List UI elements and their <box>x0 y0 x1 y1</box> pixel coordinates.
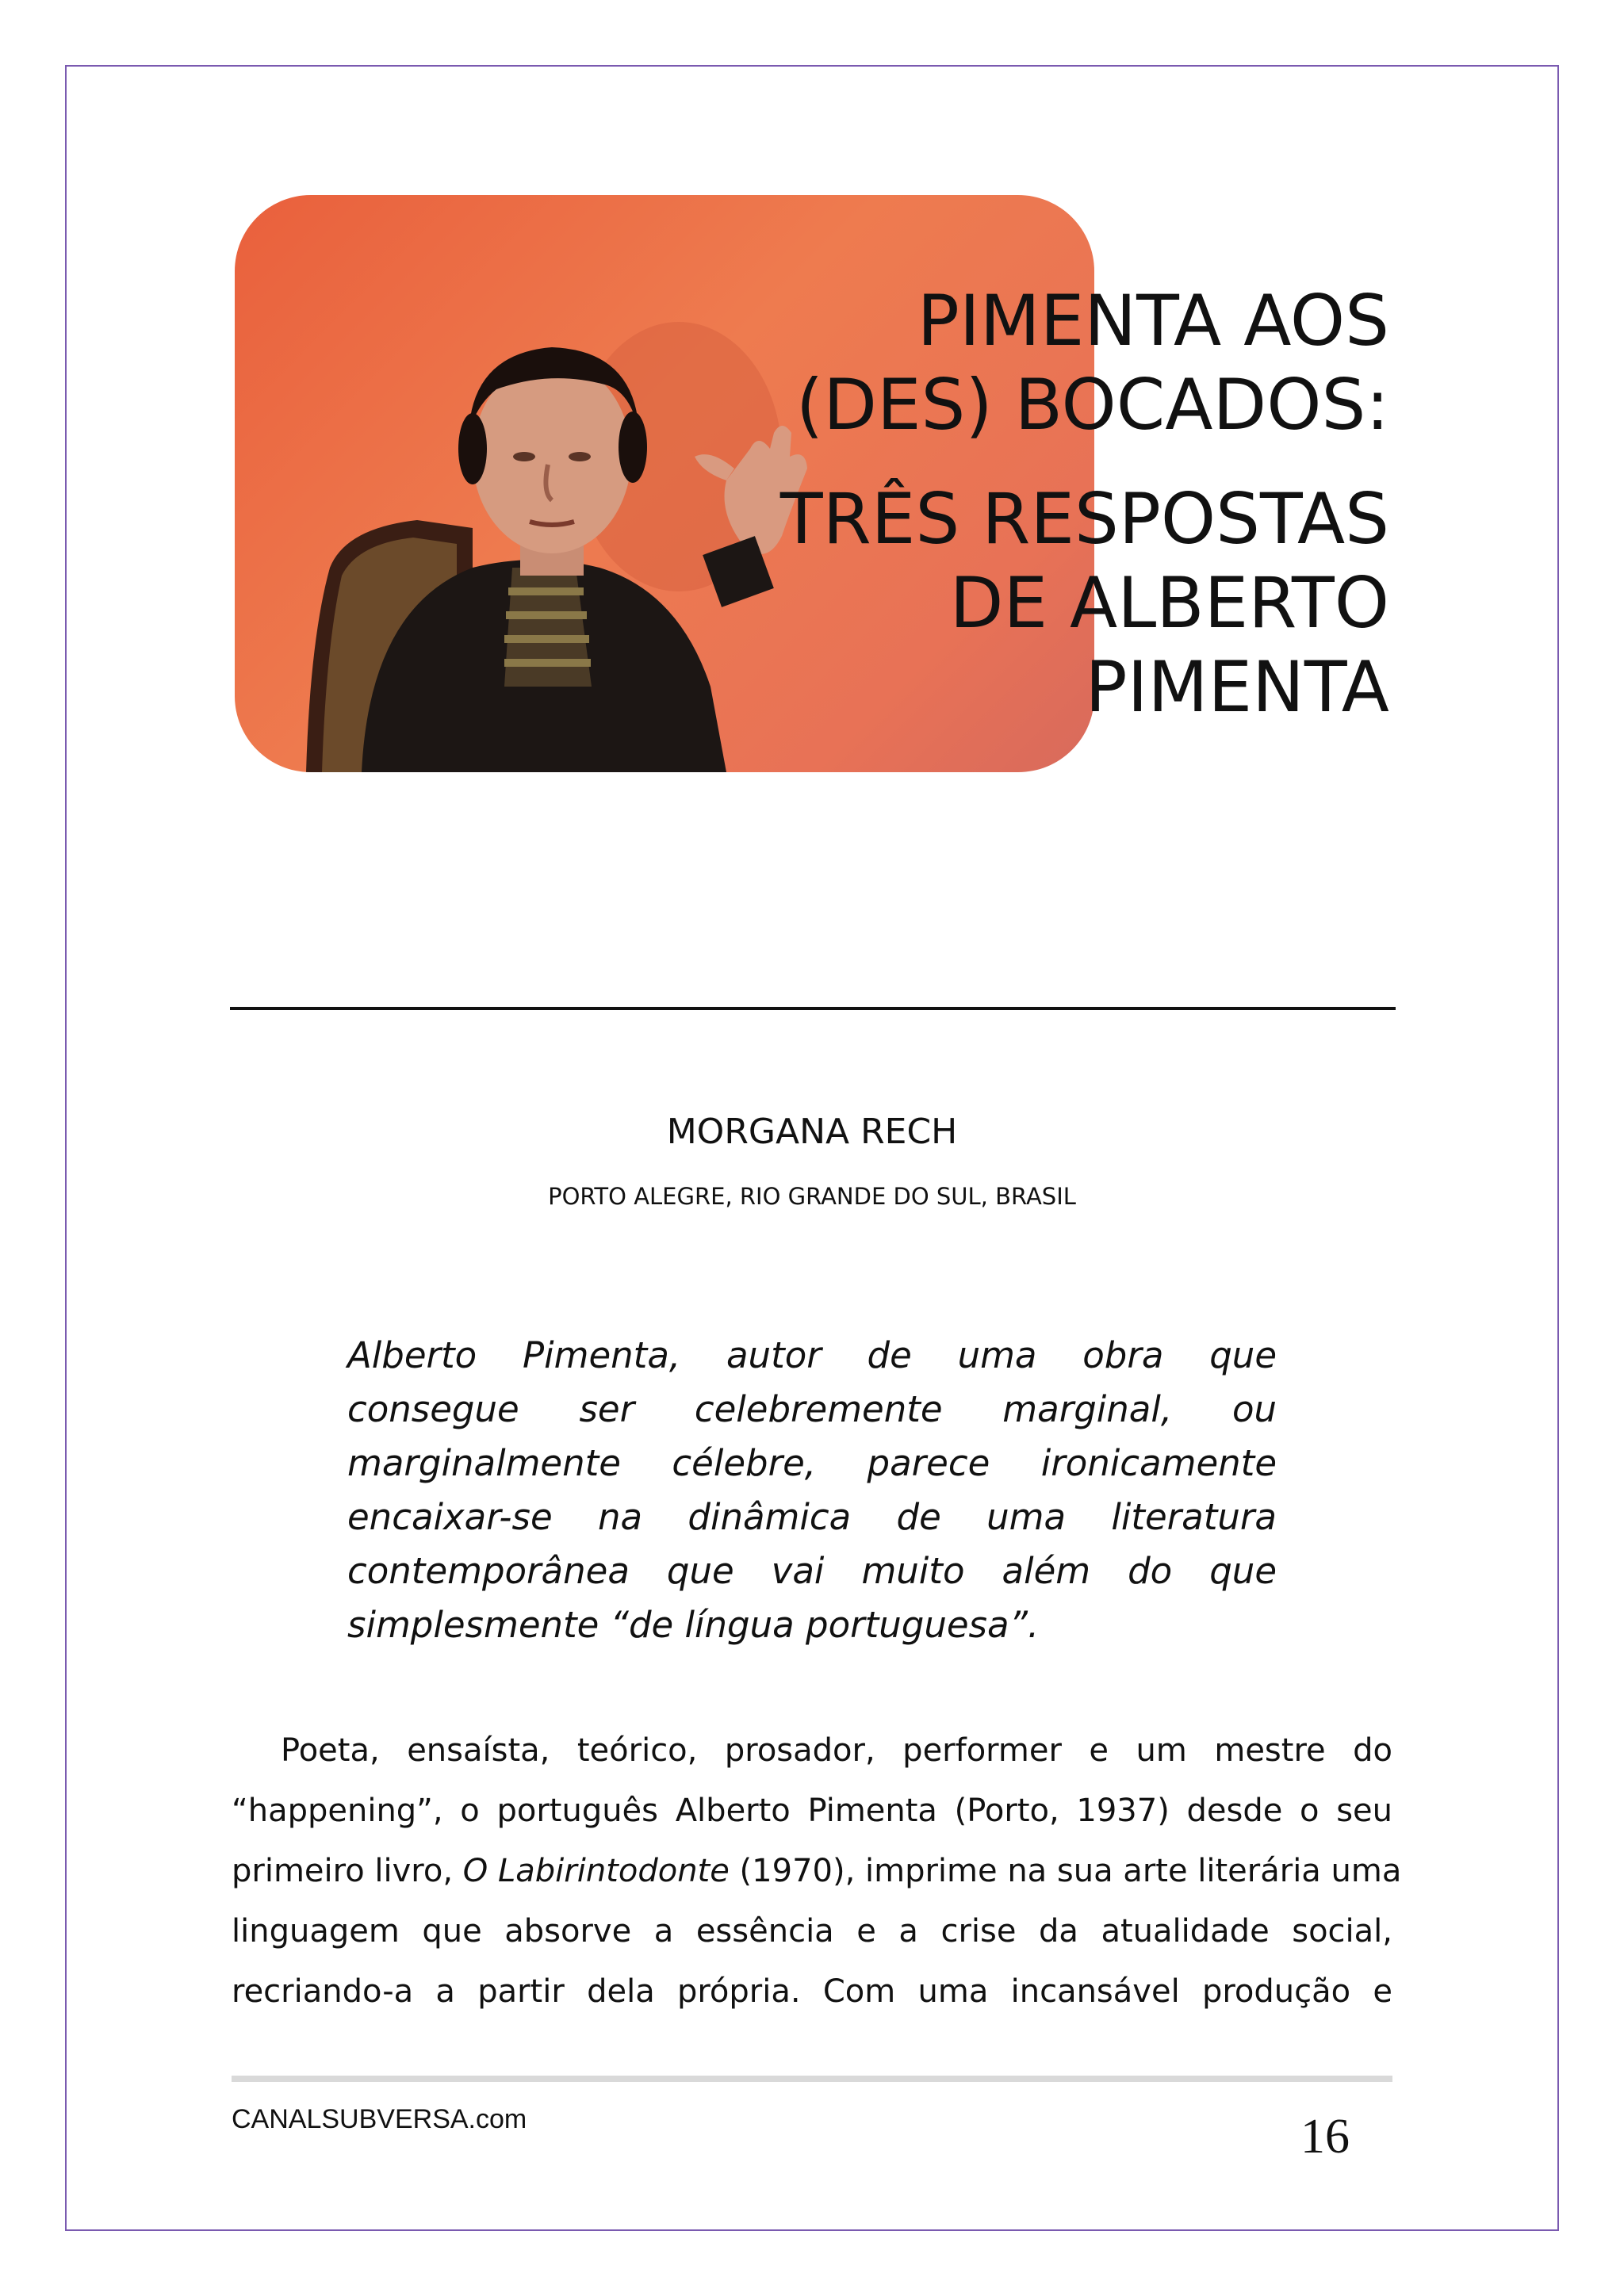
body-paragraph <box>232 1720 1402 2022</box>
body-text-segment: (1970), imprime na sua arte literária uma <box>729 1853 1402 1889</box>
body-line: Poeta, ensaísta, teórico, prosador, performer e um mestre do <box>281 1732 1392 1769</box>
author-location: PORTO ALEGRE, RIO GRANDE DO SUL, BRASIL <box>548 1183 1076 1210</box>
epigraph-line: simplesmente “de língua portuguesa”. <box>347 1604 1040 1646</box>
subtitle-line: TRÊS RESPOSTAS <box>779 478 1389 560</box>
page-number: 16 <box>1300 2110 1350 2164</box>
author-name: MORGANA RECH <box>666 1112 958 1152</box>
title-line: PIMENTA AOS <box>917 280 1389 362</box>
epigraph <box>347 1329 1277 1652</box>
body-line: recriando-a a partir dela própria. Com uma incansável produção e <box>232 1973 1392 2010</box>
body-line: “happening”, o português Alberto Pimenta (Porto, 1937) desde o seu <box>232 1793 1392 1829</box>
footer-site[interactable]: CANALSUBVERSA.com <box>232 2104 527 2134</box>
body-text-segment: primeiro livro, <box>232 1853 463 1889</box>
subtitle-line: PIMENTA <box>1085 646 1389 728</box>
body-line: linguagem que absorve a essência e a crise da atualidade social, <box>232 1913 1392 1950</box>
section-divider <box>230 1007 1396 1010</box>
article-title <box>676 279 1389 729</box>
body-line <box>232 1841 1402 1901</box>
subtitle-line: DE ALBERTO <box>949 562 1389 644</box>
footer-rule <box>232 2076 1392 2082</box>
epigraph-line: contemporânea que vai muito além do que <box>347 1550 1277 1592</box>
epigraph-line: marginalmente célebre, parece ironicamente <box>347 1442 1277 1484</box>
book-title: O Labirintodonte <box>462 1853 730 1889</box>
epigraph-line: Alberto Pimenta, autor de uma obra que <box>347 1334 1277 1376</box>
title-line: (DES) BOCADOS: <box>795 364 1389 446</box>
epigraph-line: consegue ser celebremente marginal, ou <box>347 1388 1277 1430</box>
epigraph-line: encaixar-se na dinâmica de uma literatura <box>347 1496 1277 1538</box>
